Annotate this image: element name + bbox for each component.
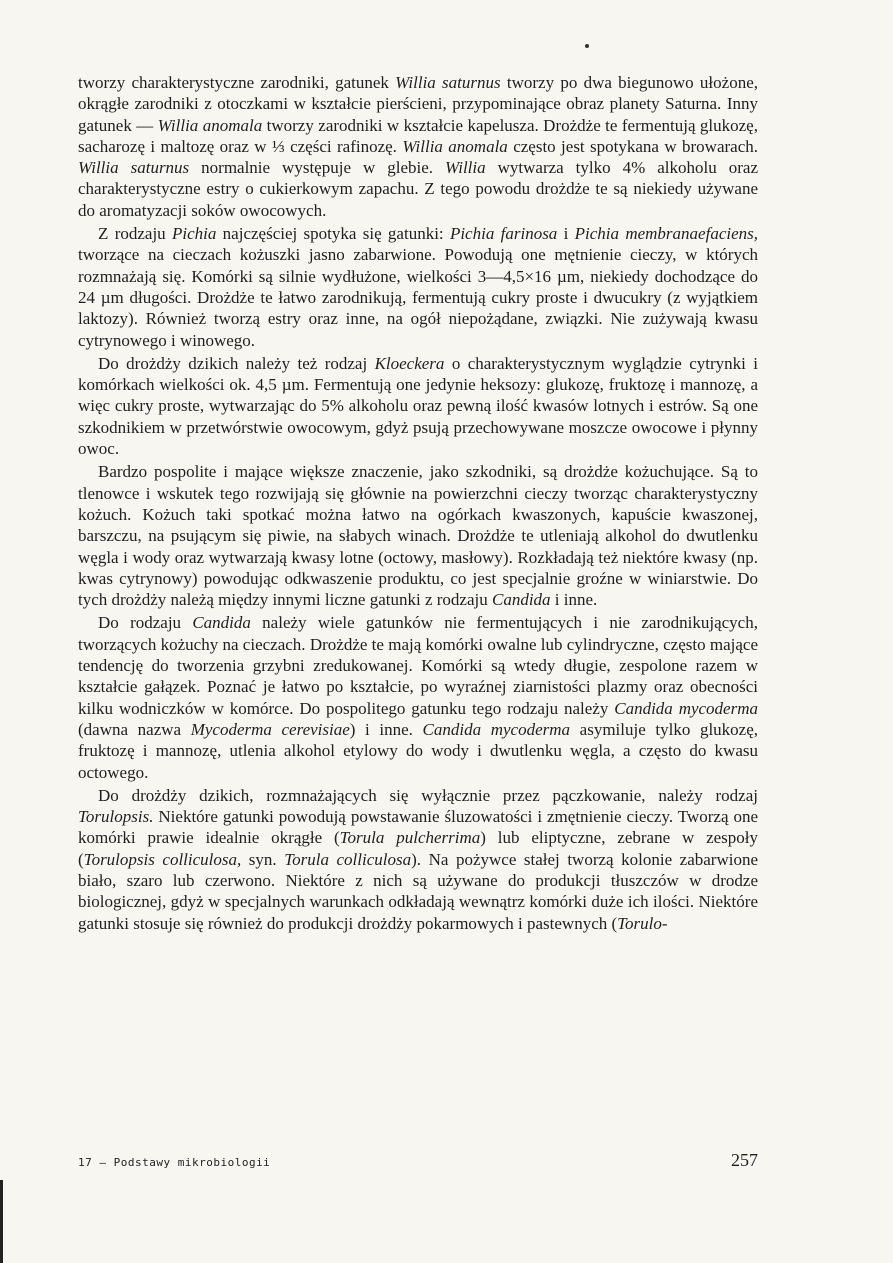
italic-term: Candida mycoderma	[614, 698, 758, 718]
text-run: wytwarza tylko 4% alkoholu oraz charakterystyczne estry o cukierkowym zapachu. Z tego powodu drożdże te są niekiedy używane do aromatyzacji soków owocowych.	[78, 158, 758, 220]
italic-term: Willia saturnus	[395, 73, 501, 92]
paragraph	[78, 72, 758, 221]
text-run: tworzy zarodniki w kształcie kapelusza. Drożdże te fermentują glukozę, sacharozę i maltozę oraz w ⅓ części rafinozę.	[78, 115, 758, 156]
text-run: o charakterystycznym wyglądzie cytrynki i komórkach wielkości ok. 4,5 µm. Fermentują one jedynie heksozy: glukozę, fruktozę i mannozę, a więc cukry proste, wytwarzając do 5% alkoholu oraz pewną ilość kwasów lotnych i estrów. Są one szkodnikiem w przetwórstwie owocowym, gdyż psują przechowywane moszcze owocowe i płynny owoc.	[78, 353, 758, 459]
paragraph	[78, 461, 758, 610]
italic-term: Willia anomala	[402, 136, 508, 156]
italic-term: Willia anomala	[157, 115, 263, 135]
footer-note: 17 — Podstawy mikrobiologii	[78, 1156, 271, 1169]
paragraph	[78, 612, 758, 782]
text-run: Bardzo pospolite i mające większe znaczenie, jako szkodniki, są drożdże kożuchujące. Są to tlenowce i wskutek tego rozwijają się głównie na powierzchni cieczy tworząc charakterystyczny kożuch. Kożuch taki spotkać można łatwo na ogórkach kwaszonych, kapuście kwaszonej, barszczu, na psującym się piwie, na słabych winach. Drożdże te utleniają alkohol do dwutlenku węgla i wody oraz wytwarzają kwasy lotne (octowy, masłowy). Rozkładają też niektóre kwasy (np. kwas cytrynowy) powodując odkwaszenie produktu, co jest specjalnie groźne w winiarstwie. Do tych drożdży należą między innymi liczne gatunki z rodzaju	[78, 462, 758, 610]
scan-edge	[0, 1180, 3, 1263]
italic-term: Kloeckera	[374, 353, 445, 373]
text-run: asymiluje tylko glukozę, fruktozę i mannozę, utlenia alkohol etylowy do wody i dwutlenku węgla, a często do kwasu octowego.	[78, 719, 759, 782]
italic-term: Mycoderma cerevisiae	[190, 719, 350, 739]
italic-term: Candida	[491, 590, 551, 610]
text-run: i inne.	[550, 590, 598, 610]
text-run: tworzące na cieczach kożuszki jasno zabarwione. Powodują one mętnienie cieczy, w których rozmnażają się. Komórki są silnie wydłużone, wielkości 3—4,5×16 µm, niekiedy dochodzące do 24 µm długości. Drożdże te łatwo zarodnikują, fermentują cukry proste i dwucukry (z wyjątkiem laktozy). Również tworzą estry oraz inne, na ogół niepożądane, związki. Nie zużywają kwasu cytrynowego i winowego.	[78, 245, 758, 350]
text-run: Do drożdży dzikich, rozmnażających się wyłącznie przez pączkowanie, należy rodzaj	[98, 785, 758, 805]
italic-term: Torulo-	[617, 913, 668, 933]
speck-mark	[585, 44, 589, 48]
page-number: 257	[731, 1150, 758, 1170]
italic-term: Torula pulcherrima	[339, 828, 481, 848]
text-run: i	[557, 224, 575, 244]
paragraph	[78, 353, 758, 459]
italic-term: Candida mycoderma	[422, 719, 571, 739]
italic-term: Torulopsis colliculosa,	[83, 849, 242, 869]
italic-term: Torulopsis.	[78, 807, 154, 827]
paragraph	[78, 223, 758, 351]
text-run: tworzy charakterystyczne zarodniki, gatunek	[78, 73, 396, 92]
italic-term: Willia	[445, 158, 486, 178]
text-run: często jest spotykana w browarach.	[507, 136, 758, 156]
text-run: należy wiele gatunków nie fermentujących i nie zarodnikujących, tworzących kożuchy na cieczach. Drożdże te mają komórki owalne lub cylindryczne, często mające tendencję do tworzenia grzybni zredukowanej. Komórki są wtedy długie, zespolone razem w kształcie gałązek. Poznać je łatwo po kształcie, po wyraźnej ziarnistości plazmy oraz obecności kilku wodniczków w komórce. Do pospolitego gatunku tego rodzaju należy	[78, 613, 758, 718]
text-run: najczęściej spotyka się gatunki:	[216, 224, 450, 244]
text-run: Niektóre gatunki powodują powstawanie śluzowatości i zmętnienie cieczy. Tworzą one komórki prawie idealnie okrągłe (	[78, 807, 758, 848]
italic-term: Pichia	[171, 224, 217, 244]
text-run: ) i inne.	[349, 719, 423, 739]
italic-term: Pichia farinosa	[449, 224, 558, 244]
italic-term: Willia saturnus	[78, 158, 190, 178]
italic-term: Candida	[192, 613, 251, 633]
text-run: Do drożdży dzikich należy też rodzaj	[98, 353, 375, 373]
page-footer	[78, 1150, 758, 1171]
italic-term: Torula colliculosa	[284, 849, 412, 869]
text-run: syn.	[241, 849, 285, 869]
paragraph	[78, 785, 758, 934]
text-run: ). Na pożywce stałej tworzą kolonie zabarwione biało, szaro lub czerwono. Niektóre z nich są używane do produkcji tłuszczów w drodze biologicznej, gdyż w specjalnych warunkach odkładają wewnątrz komórki duże ich ilości. Niektóre gatunki stosuje się również do produkcji drożdży pokarmowych i pastewnych (	[78, 849, 759, 933]
text-run: (dawna nazwa	[78, 719, 191, 739]
text-run: tworzy po dwa biegunowo ułożone, okrągłe zarodniki z otoczkami w kształcie pierścieni, przypominające obraz planety Saturna. Inny gatunek —	[78, 73, 758, 135]
body-text	[78, 72, 758, 936]
text-run: Do rodzaju	[98, 613, 193, 633]
text-run: ) lub eliptyczne, zebrane w zespoły (	[78, 828, 758, 869]
text-run: Z rodzaju	[98, 224, 172, 244]
text-run: normalnie występuje w glebie.	[189, 158, 446, 178]
italic-term: Pichia membranaefaciens,	[574, 224, 759, 244]
